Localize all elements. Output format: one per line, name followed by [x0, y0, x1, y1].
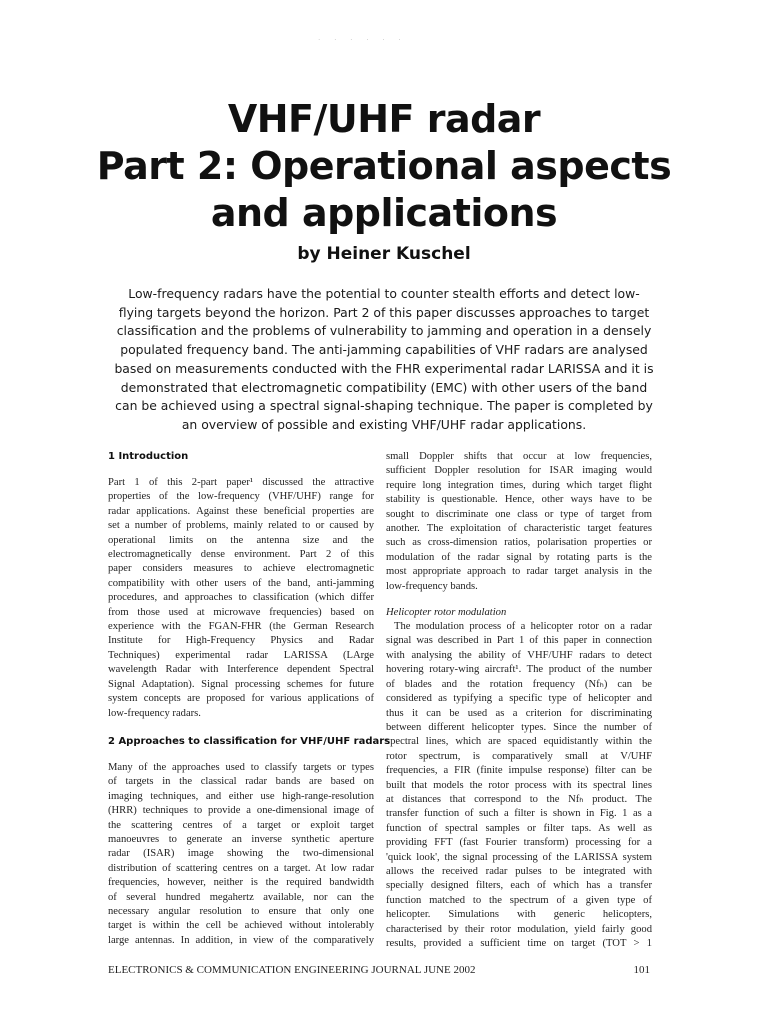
author-byline: by Heiner Kuschel: [297, 244, 471, 264]
left-column: [108, 450, 391, 948]
text-line: of targets in the classical radar bands are based on: [108, 776, 374, 788]
text-line: (HRR) techniques to provide a one-dimensional image of: [108, 805, 374, 817]
text-line: frequencies, however, neither is the required bandwidth: [108, 877, 374, 889]
text-line: low-frequency bands.: [386, 580, 478, 592]
text-line: function matched to the spectrum of a given type of: [386, 894, 652, 906]
text-line: experience with the FGAN-FHR (the German Research: [108, 621, 374, 633]
abstract-line: demonstrated that electromagnetic compatibility (EMC) with other users of the band: [120, 379, 648, 395]
text-line: results, provided a sufficient time on target (TOT > 1: [386, 938, 652, 949]
text-line: radar applications. Against these beneficial properties are: [108, 505, 374, 517]
text-line: paper considers measures to achieve electromagnetic: [108, 563, 374, 575]
text-line: providing FFT (fast Fourier transform) processing for a: [386, 837, 652, 849]
text-line: from those used at microwave frequencies) based on: [108, 606, 374, 618]
text-line: characterised by their rotor modulation, yield fairly good: [386, 923, 652, 935]
title-line-3: and applications: [210, 191, 558, 235]
text-line: set a number of problems, mainly related to or caused by: [108, 520, 374, 532]
text-line: most appropriate approach to radar target analysis in the: [386, 566, 652, 578]
abstract-line: Low-frequency radars have the potential to counter stealth efforts and detect low-: [128, 286, 640, 301]
subsection-heading-rotor: Helicopter rotor modulation: [386, 607, 507, 619]
text-line: specially designed filters, each of which has a transfer: [386, 880, 652, 892]
text-line: Techniques) experimental radar LARISSA (LArge: [108, 649, 374, 661]
text-line: radar (ISAR) image showing the two-dimensional: [108, 848, 374, 860]
text-line: frequencies, a FIR (finite impulse response) filter can be: [386, 765, 652, 777]
text-line: require long integration times, during which target flight: [386, 479, 652, 491]
text-line: spectral lines, which are spaced equidistantly within the: [386, 736, 652, 748]
text-line: Many of the approaches used to classify targets or types: [108, 761, 374, 773]
footer-journal-name: ELECTRONICS & COMMUNICATION ENGINEERING JOURNAL JUNE 2002: [108, 964, 476, 976]
rotor-paragraph: [386, 620, 652, 951]
text-line: built that models the rotor process with its spectral lines: [386, 779, 652, 791]
text-line: electromagnetically dense environment. Part 2 of this: [108, 549, 374, 561]
text-line: function of spectral samples or filter taps. As well as: [386, 822, 652, 834]
text-line: at distances that correspond to the Nfₕ product. The: [386, 793, 652, 805]
abstract-line: can be achieved using a spectral signal-shaping technique. The paper is completed by: [115, 398, 653, 414]
text-line: low-frequency radars.: [108, 707, 201, 719]
text-line: helicopter. Simulations with generic helicopters,: [386, 909, 652, 921]
text-line: Institute for High-Frequency Physics and Radar: [108, 635, 374, 647]
abstract-line: classification and the problems of vulnerability to jamming and operation in a densely: [116, 323, 652, 339]
text-line: with analysing the ability of VHF/UHF radars to detect: [386, 649, 652, 661]
text-line: manoeuvres to generate an inverse synthetic aperture: [108, 833, 374, 845]
text-line: hovering rotary-wing aircraft¹. The product of the number: [386, 664, 652, 676]
section-heading-introduction: 1 Introduction: [108, 451, 189, 462]
text-line: The modulation process of a helicopter rotor on a radar: [394, 621, 652, 633]
text-line: operational limits on the antenna size and the: [108, 534, 374, 546]
text-line: target is within the cell be achieved without intolerably: [108, 920, 374, 932]
text-line: of several hundred megahertz available, nor can the: [108, 891, 374, 903]
abstract-line: flying targets beyond the horizon. Part 2 of this paper discusses approaches to target: [118, 304, 650, 320]
text-line: such as cross-dimension ratios, polarisation properties or: [386, 537, 652, 549]
page-title: [0, 96, 768, 237]
text-line: of blades and the rotation frequency (Nfₕ) can be: [386, 678, 652, 690]
page-number: 101: [633, 964, 650, 976]
text-line: Part 1 of this 2-part paper¹ discussed the attractive: [108, 477, 374, 488]
right-column: [386, 450, 652, 951]
doppler-paragraph: [386, 450, 652, 594]
text-line: distribution of scattering centres on a target. At low radar: [108, 862, 374, 874]
text-line: modulation of the radar signal by rotating parts is the: [386, 551, 652, 563]
text-line: allows the received radar pulses to be integrated with: [386, 865, 652, 877]
text-line: signal was described in Part 1 of this paper in connection: [386, 635, 652, 647]
text-line: large antennas. In addition, in view of the comparatively: [108, 934, 374, 946]
text-line: properties of the low-frequency (VHF/UHF) range for: [108, 491, 374, 503]
introduction-paragraph: [108, 476, 374, 721]
title-line-1: VHF/UHF radar: [227, 97, 541, 141]
text-line: between different helicopter types. Since the number of: [386, 721, 652, 733]
text-line: compatibility with other users of the band, anti-jamming: [108, 577, 374, 589]
text-line: small Doppler shifts that occur at low frequencies,: [386, 451, 652, 462]
text-line: the scattering centres of a target or exploit target: [108, 819, 374, 831]
text-line: sought to discriminate one class or type of target from: [386, 508, 652, 520]
text-line: procedures, and approaches to classification (which differ: [108, 592, 374, 604]
text-line: Signal Adaptation). Signal processing schemes for future: [108, 678, 374, 690]
text-line: wavelength Radar with Interference dependent Spectral: [108, 664, 374, 676]
text-line: imaging techniques, and either use high-range-resolution: [108, 790, 374, 802]
text-line: 'quick look', the signal processing of the LARISSA system: [386, 851, 652, 863]
text-line: system concepts are proposed for various applications of: [108, 693, 374, 705]
text-line: necessary angular resolution to ensure that only one: [108, 905, 374, 917]
title-line-2: Part 2: Operational aspects: [96, 144, 672, 188]
abstract-line: an overview of possible and existing VHF/UHF radar applications.: [181, 416, 587, 432]
scan-specks: · · · · · ·: [318, 36, 407, 44]
text-line: considered as typifying a specific type of helicopter and: [386, 693, 652, 705]
abstract-line: populated frequency band. The anti-jamming capabilities of VHF radars are analysed: [120, 342, 648, 358]
text-line: thus it can be used as a criterion for discriminating: [386, 707, 652, 719]
classification-paragraph: [108, 761, 374, 948]
abstract: [96, 285, 672, 435]
text-line: transfer function of such a filter is shown in Fig. 1 as a: [386, 808, 652, 820]
text-line: stability is questionable. Hence, other ways have to be: [386, 494, 652, 506]
section-heading-classification: 2 Approaches to classification for VHF/UHF radars: [108, 735, 391, 747]
text-line: another. The exploitation of characteristic target features: [386, 523, 652, 535]
text-line: sufficient Doppler resolution for ISAR imaging would: [386, 465, 652, 477]
abstract-line: based on measurements conducted with the FHR experimental radar LARISSA and it is: [114, 360, 654, 376]
text-line: rotor spectrum, is comparatively small at V/UHF: [386, 750, 652, 762]
